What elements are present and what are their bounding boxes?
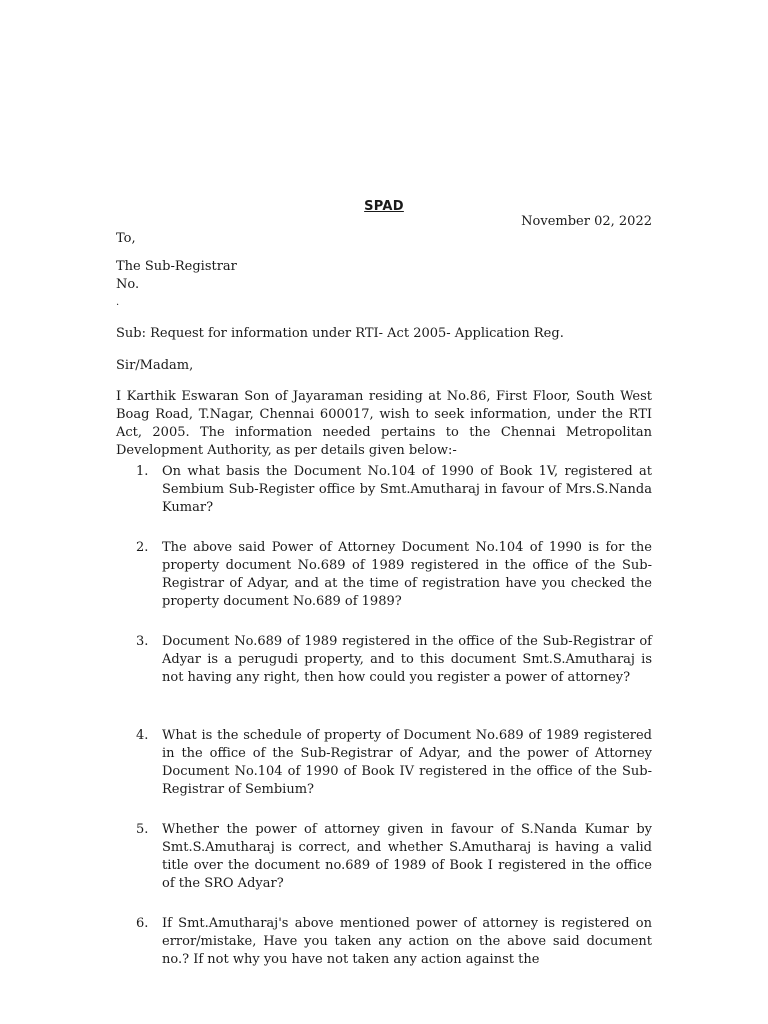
questions-list bbox=[116, 463, 652, 969]
list-item bbox=[116, 463, 652, 517]
list-item bbox=[116, 821, 652, 893]
list-item-text: What is the schedule of property of Document No.689 of 1989 registered in the office of the Sub-Registrar of Adyar, and the power of Attorney Document No.104 of 1990 of Book IV registered in the office of the Sub-Registrar of Sembium? bbox=[162, 728, 652, 797]
list-item-text: If Smt.Amutharaj's above mentioned power of attorney is registered on error/mistake, Have you taken any action on the above said document no.? If not why you have not taken any action against the bbox=[162, 916, 652, 967]
recipient-line-2: No. bbox=[116, 277, 140, 292]
list-item-number: 1. bbox=[136, 464, 149, 479]
list-item-text: Document No.689 of 1989 registered in the office of the Sub-Registrar of Adyar is a perugudi property, and to this document Smt.S.Amutharaj is not having any right, then how could you register a power of attorney? bbox=[162, 634, 652, 685]
to-label: To, bbox=[116, 231, 136, 246]
list-item-text: Whether the power of attorney given in favour of S.Nanda Kumar by Smt.S.Amutharaj is correct, and whether S.Amutharaj is having a valid title over the document no.689 of 1989 of Book I registered in the office of the SRO Adyar? bbox=[162, 822, 652, 891]
list-item bbox=[116, 915, 652, 969]
recipient-address bbox=[116, 258, 652, 312]
letter-date: November 02, 2022 bbox=[521, 214, 652, 229]
list-item-number: 5. bbox=[136, 822, 149, 837]
list-item bbox=[116, 539, 652, 611]
list-item-text: The above said Power of Attorney Document No.104 of 1990 is for the property document No.689 of 1989 registered in the office of the Sub-Registrar of Adyar, and at the time of registration have you checked the property document No.689 of 1989? bbox=[162, 540, 652, 609]
intro-paragraph: I Karthik Eswaran Son of Jayaraman residing at No.86, First Floor, South West Boag Road, T.Nagar, Chennai 600017, wish to seek information, under the RTI Act, 2005. The information needed pertains to the Chennai Metropolitan Development Authority, as per details given below:- bbox=[116, 389, 652, 458]
recipient-line-1: The Sub-Registrar bbox=[116, 259, 237, 274]
subject-line: Sub: Request for information under RTI- Act 2005- Application Reg. bbox=[116, 326, 564, 341]
recipient-line-3: . bbox=[116, 297, 120, 308]
greeting: Sir/Madam, bbox=[116, 358, 194, 373]
list-item bbox=[116, 727, 652, 799]
list-item-number: 3. bbox=[136, 634, 149, 649]
list-item-number: 2. bbox=[136, 540, 149, 555]
list-item-number: 6. bbox=[136, 916, 149, 931]
list-item-text: On what basis the Document No.104 of 1990 of Book 1V, registered at Sembium Sub-Register office by Smt.Amutharaj in favour of Mrs.S.Nanda Kumar? bbox=[162, 464, 652, 515]
salutation-to bbox=[116, 230, 652, 248]
list-item-number: 4. bbox=[136, 728, 149, 743]
list-item bbox=[116, 633, 652, 687]
document-heading: SPAD bbox=[364, 199, 404, 214]
